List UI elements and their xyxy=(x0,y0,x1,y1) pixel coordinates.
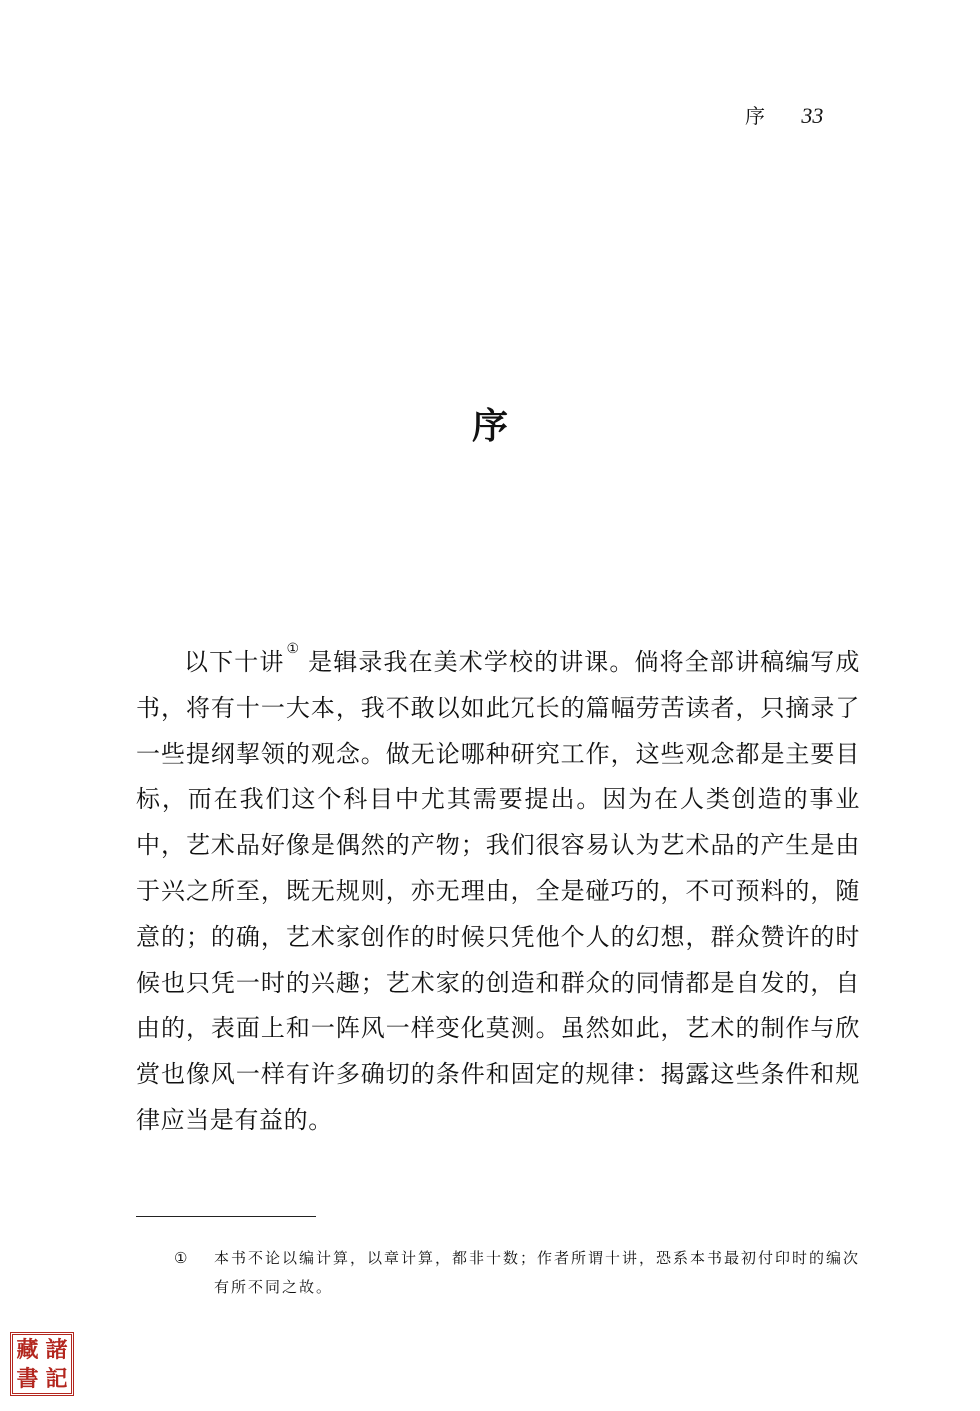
footnote-text: 本书不论以编计算，以章计算，都非十数；作者所谓十讲，恐系本书最初付印时的编次有所不同之故。 xyxy=(214,1249,861,1296)
seal-char: 書 xyxy=(16,1365,39,1392)
running-header-title: 序 xyxy=(745,104,765,128)
body-lead: 以下十讲 xyxy=(184,648,285,676)
seal-char: 記 xyxy=(45,1365,68,1392)
footnote-divider xyxy=(136,1216,316,1217)
seal-char: 藏 xyxy=(16,1336,39,1363)
footnote-reference: ① xyxy=(286,641,301,657)
footnote xyxy=(174,1244,862,1302)
body-paragraph xyxy=(136,640,860,1144)
footnote-marker: ① xyxy=(174,1249,190,1267)
body-text: 是辑录我在美术学校的讲课。倘将全部讲稿编写成书，将有十一大本，我不敢以如此冗长的篇幅劳苦读者，只摘录了一些提纲挈领的观念。做无论哪种研究工作，这些观念都是主要目标，而在我们这个科目中尤其需要提出。因为在人类创造的事业中，艺术品好像是偶然的产物；我们很容易认为艺术品的产生是由于兴之所至，既无规则，亦无理由，全是碰巧的，不可预料的，随意的；的确，艺术家创作的时候只凭他个人的幻想，群众赞许的时候也只凭一时的兴趣；艺术家的创造和群众的同情都是自发的，自由的，表面上和一阵风一样变化莫测。虽然如此，艺术的制作与欣赏也像风一样有许多确切的条件和固定的规律：揭露这些条件和规律应当是有益的。 xyxy=(136,648,860,1134)
page-number: 33 xyxy=(801,103,824,128)
running-header xyxy=(745,100,823,129)
collector-seal-stamp xyxy=(10,1332,74,1396)
chapter-title: 序 xyxy=(471,405,508,447)
seal-char: 諸 xyxy=(45,1336,68,1363)
